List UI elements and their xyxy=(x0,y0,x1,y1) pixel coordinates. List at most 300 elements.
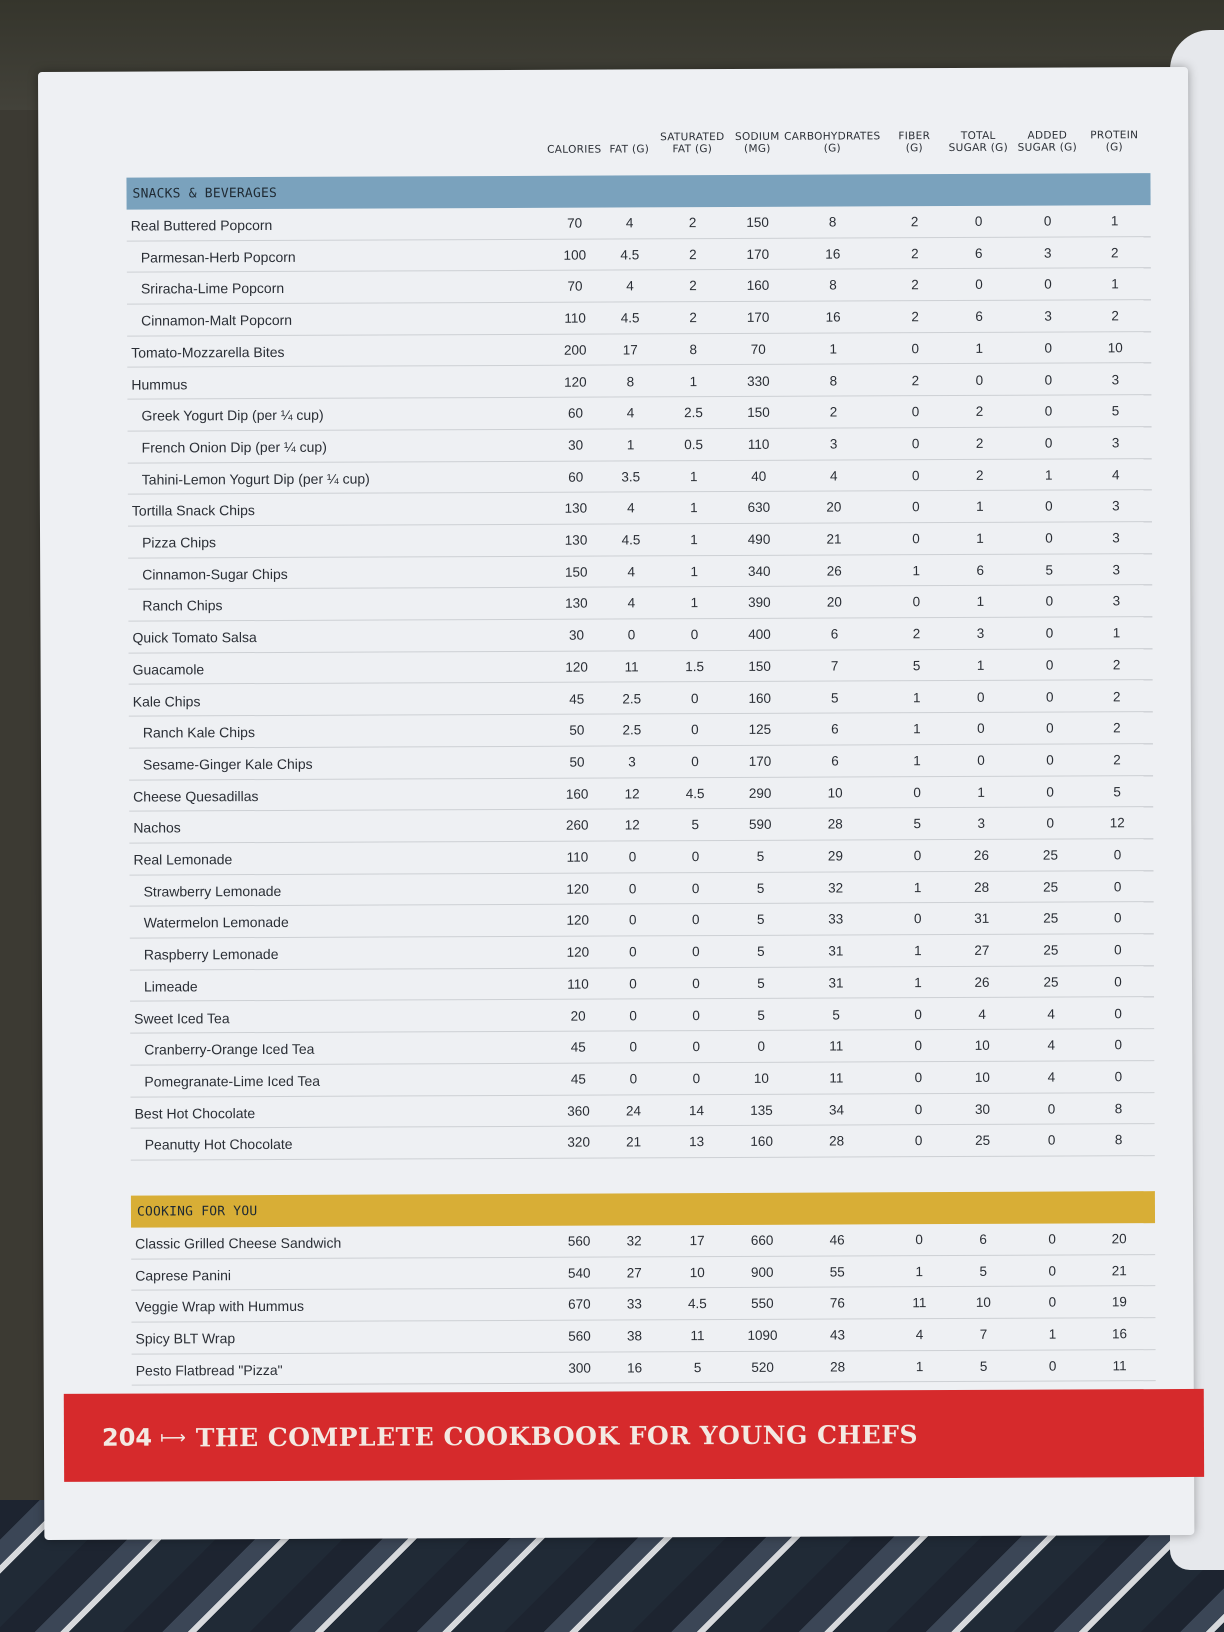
cell-added-sugar: 0 xyxy=(1046,720,1054,736)
cell-total-sugar: 7 xyxy=(979,1326,988,1342)
cell-protein: 1 xyxy=(1110,213,1119,229)
recipe-name: Cinnamon-Sugar Chips xyxy=(142,565,288,583)
cell-sodium: 135 xyxy=(750,1102,773,1118)
cell-fat: 4.5 xyxy=(621,532,641,548)
cell-saturated-fat: 1 xyxy=(690,532,698,548)
cell-calories: 30 xyxy=(568,437,584,453)
table-row xyxy=(131,1255,1155,1291)
cell-fiber: 11 xyxy=(912,1295,927,1311)
cell-calories: 130 xyxy=(564,500,588,517)
cell-sodium: 5 xyxy=(756,912,765,928)
cell-calories: 60 xyxy=(568,469,584,485)
cell-sodium: 5 xyxy=(756,880,765,896)
cell-sodium: 5 xyxy=(757,943,765,959)
cell-protein: 21 xyxy=(1111,1262,1127,1279)
cell-sodium: 630 xyxy=(747,500,771,516)
page-footer xyxy=(64,1389,1204,1482)
section-band-snacks-beverages: SNACKS & BEVERAGES xyxy=(126,173,1150,209)
cell-fat: 21 xyxy=(626,1134,642,1150)
cell-saturated-fat: 0 xyxy=(692,1007,700,1023)
table-row xyxy=(129,649,1153,685)
cell-saturated-fat: 0 xyxy=(692,975,700,991)
cell-fat: 0 xyxy=(628,849,637,865)
cell-sodium: 5 xyxy=(756,848,765,864)
recipe-name: French Onion Dip (per ¼ cup) xyxy=(141,438,327,456)
cell-protein: 8 xyxy=(1114,1100,1123,1116)
cell-total-sugar: 1 xyxy=(977,784,985,800)
table-row xyxy=(131,1287,1155,1323)
cell-fiber: 1 xyxy=(912,689,921,705)
cell-added-sugar: 0 xyxy=(1045,657,1054,673)
cell-fiber: 1 xyxy=(913,721,921,737)
cell-sodium: 5 xyxy=(757,975,765,991)
cell-fat: 3 xyxy=(628,754,636,770)
cell-fat: 17 xyxy=(622,342,638,358)
table-row xyxy=(128,522,1152,558)
cell-fat: 0 xyxy=(629,1007,637,1023)
cell-added-sugar: 25 xyxy=(1043,910,1059,927)
cell-protein: 12 xyxy=(1109,815,1125,831)
cell-carbohydrates: 76 xyxy=(829,1295,845,1311)
cell-sodium: 150 xyxy=(748,658,771,674)
table-row xyxy=(127,332,1151,368)
cell-fiber: 2 xyxy=(911,245,919,261)
cell-calories: 360 xyxy=(567,1103,590,1119)
cell-total-sugar: 31 xyxy=(974,911,990,927)
cell-carbohydrates: 1 xyxy=(829,341,838,357)
cell-total-sugar: 0 xyxy=(975,372,984,388)
cell-sodium: 170 xyxy=(746,246,770,262)
cell-sodium: 490 xyxy=(747,531,771,547)
cell-saturated-fat: 1 xyxy=(690,500,698,516)
cell-fiber: 0 xyxy=(913,848,922,864)
cell-carbohydrates: 16 xyxy=(825,309,841,325)
cell-added-sugar: 25 xyxy=(1042,847,1058,863)
cell-calories: 20 xyxy=(570,1008,586,1024)
cell-calories: 540 xyxy=(567,1265,591,1281)
cell-carbohydrates: 3 xyxy=(829,436,838,452)
cell-added-sugar: 25 xyxy=(1043,879,1059,895)
cell-fiber: 4 xyxy=(915,1327,924,1343)
recipe-name: Tortilla Snack Chips xyxy=(131,502,255,519)
cell-fiber: 2 xyxy=(911,309,919,325)
cell-added-sugar: 0 xyxy=(1043,213,1052,229)
cell-calories: 45 xyxy=(569,691,585,707)
cell-added-sugar: 1 xyxy=(1044,467,1053,483)
recipe-name: Pomegranate-Lime Iced Tea xyxy=(144,1072,321,1090)
cell-protein: 5 xyxy=(1113,783,1121,799)
cell-total-sugar: 1 xyxy=(976,657,985,673)
cell-added-sugar: 4 xyxy=(1047,1037,1056,1053)
cell-fiber: 2 xyxy=(911,372,920,388)
cell-total-sugar: 3 xyxy=(976,625,985,642)
cell-protein: 3 xyxy=(1112,530,1120,546)
cell-fiber: 5 xyxy=(912,657,921,673)
table-row xyxy=(127,269,1151,305)
cell-fiber: 1 xyxy=(914,943,922,959)
header-calories: CALORIES xyxy=(547,143,602,156)
cell-calories: 45 xyxy=(570,1039,586,1055)
recipe-name: Caprese Panini xyxy=(135,1266,232,1284)
header-added-sugar: ADDED SUGAR (G) xyxy=(1017,129,1078,154)
cell-total-sugar: 0 xyxy=(977,752,985,768)
cell-total-sugar: 0 xyxy=(977,721,985,737)
cell-calories: 120 xyxy=(566,944,590,960)
cell-fat: 0 xyxy=(628,881,637,897)
cell-total-sugar: 2 xyxy=(975,467,984,483)
cell-saturated-fat: 2.5 xyxy=(684,405,703,421)
cell-calories: 110 xyxy=(567,976,589,992)
recipe-name: Spicy BLT Wrap xyxy=(135,1330,236,1347)
cell-fat: 0 xyxy=(629,1039,638,1055)
cell-fiber: 0 xyxy=(915,1232,923,1248)
cell-fat: 4 xyxy=(626,405,635,421)
recipe-name: Sweet Iced Tea xyxy=(134,1009,230,1027)
cell-saturated-fat: 4.5 xyxy=(685,785,705,801)
cell-fiber: 1 xyxy=(915,1263,924,1279)
cell-total-sugar: 2 xyxy=(975,435,984,451)
cell-fiber: 1 xyxy=(915,1358,924,1374)
cell-total-sugar: 30 xyxy=(974,1101,991,1117)
recipe-name: Raspberry Lemonade xyxy=(143,946,279,963)
cell-carbohydrates: 31 xyxy=(828,943,844,959)
table-row xyxy=(128,427,1152,463)
cell-fat: 12 xyxy=(624,817,640,833)
table-row xyxy=(130,966,1154,1002)
recipe-name: Guacamole xyxy=(132,661,205,678)
cell-sodium: 520 xyxy=(751,1359,774,1375)
cell-saturated-fat: 14 xyxy=(688,1102,705,1118)
cell-calories: 110 xyxy=(564,310,586,326)
cell-total-sugar: 28 xyxy=(974,879,990,895)
cell-added-sugar: 3 xyxy=(1044,245,1052,261)
cell-carbohydrates: 8 xyxy=(829,277,837,293)
cell-fat: 32 xyxy=(626,1233,642,1249)
cell-fat: 4 xyxy=(625,215,634,231)
cell-carbohydrates: 8 xyxy=(829,373,838,389)
header-saturated-fat: SATURATED FAT (G) xyxy=(660,131,725,156)
cell-saturated-fat: 5 xyxy=(693,1359,702,1375)
cell-sodium: 170 xyxy=(746,309,770,326)
cell-sodium: 660 xyxy=(750,1232,774,1248)
recipe-name: Pesto Flatbread "Pizza" xyxy=(135,1361,283,1379)
cell-calories: 130 xyxy=(565,595,588,612)
cell-fiber: 0 xyxy=(912,531,920,547)
cell-total-sugar: 2 xyxy=(975,404,984,420)
cell-carbohydrates: 5 xyxy=(830,690,839,706)
cell-added-sugar: 0 xyxy=(1044,403,1053,419)
table-row xyxy=(129,839,1153,875)
cell-carbohydrates: 32 xyxy=(828,880,844,896)
recipe-name: Limeade xyxy=(143,978,198,995)
cell-fat: 4 xyxy=(627,595,636,611)
cell-total-sugar: 6 xyxy=(975,308,983,325)
recipe-name: Sesame-Ginger Kale Chips xyxy=(142,755,313,773)
recipe-name: Ranch Kale Chips xyxy=(142,724,255,741)
book-page xyxy=(38,67,1194,1540)
cell-protein: 0 xyxy=(1114,1037,1123,1053)
header-fiber: FIBER (G) xyxy=(898,130,931,155)
cell-saturated-fat: 10 xyxy=(689,1264,705,1280)
cell-calories: 60 xyxy=(567,405,584,421)
cell-calories: 120 xyxy=(565,659,588,675)
cell-protein: 3 xyxy=(1111,371,1120,387)
cell-calories: 30 xyxy=(568,627,585,643)
cell-added-sugar: 4 xyxy=(1047,1006,1055,1022)
cell-sodium: 160 xyxy=(746,278,770,294)
cell-calories: 120 xyxy=(566,912,590,929)
table-row xyxy=(131,1223,1155,1259)
recipe-name: Best Hot Chocolate xyxy=(134,1104,256,1122)
cell-sodium: 330 xyxy=(747,373,770,389)
cell-added-sugar: 0 xyxy=(1045,530,1053,546)
cell-carbohydrates: 20 xyxy=(826,499,842,515)
cell-protein: 2 xyxy=(1112,657,1121,673)
table-row xyxy=(132,1350,1156,1386)
cell-protein: 0 xyxy=(1113,910,1122,926)
cell-fat: 0 xyxy=(629,944,637,960)
table-row xyxy=(127,364,1151,400)
cell-fat: 3.5 xyxy=(621,468,641,485)
cell-protein: 3 xyxy=(1112,561,1120,578)
cell-protein: 0 xyxy=(1114,1005,1122,1021)
cell-fiber: 0 xyxy=(911,467,920,483)
cell-saturated-fat: 1 xyxy=(690,595,699,611)
cell-added-sugar: 0 xyxy=(1046,752,1054,768)
table-row xyxy=(129,807,1153,843)
table-row xyxy=(130,1029,1154,1065)
cell-carbohydrates: 11 xyxy=(829,1070,844,1086)
cell-carbohydrates: 28 xyxy=(827,816,843,832)
cell-sodium: 40 xyxy=(751,468,767,484)
cell-fat: 24 xyxy=(625,1102,642,1119)
cell-carbohydrates: 4 xyxy=(829,468,838,484)
cell-total-sugar: 26 xyxy=(973,847,989,863)
section-band-cooking-for-you: COOKING FOR YOU xyxy=(131,1191,1155,1227)
cell-carbohydrates: 21 xyxy=(826,531,842,547)
cell-total-sugar: 5 xyxy=(979,1263,988,1279)
cell-added-sugar: 0 xyxy=(1048,1294,1057,1310)
cell-fat: 0 xyxy=(629,1071,638,1087)
cell-fat: 4.5 xyxy=(620,310,640,326)
cell-sodium: 70 xyxy=(750,341,766,357)
cell-total-sugar: 4 xyxy=(978,1006,986,1022)
table-row xyxy=(131,1318,1155,1354)
recipe-name: Peanutty Hot Chocolate xyxy=(144,1136,293,1153)
cell-total-sugar: 26 xyxy=(974,974,990,990)
cell-fat: 2.5 xyxy=(622,690,642,706)
recipe-name: Ranch Chips xyxy=(142,597,223,614)
table-row xyxy=(127,205,1151,241)
cell-saturated-fat: 0 xyxy=(691,754,699,770)
cell-carbohydrates: 31 xyxy=(828,975,844,991)
header-carbohydrates: CARBOHYDRATES (G) xyxy=(784,130,881,155)
table-row xyxy=(130,871,1154,907)
cell-carbohydrates: 33 xyxy=(828,911,844,927)
cell-saturated-fat: 1 xyxy=(689,373,698,389)
cell-fat: 8 xyxy=(626,373,635,389)
table-row xyxy=(130,1093,1154,1129)
cell-sodium: 340 xyxy=(747,563,771,579)
table-row xyxy=(130,998,1154,1034)
cell-sodium: 160 xyxy=(750,1134,773,1150)
cell-total-sugar: 27 xyxy=(974,942,990,959)
cell-protein: 1 xyxy=(1112,625,1121,641)
cell-fiber: 0 xyxy=(912,499,920,515)
cell-added-sugar: 0 xyxy=(1044,276,1052,293)
cell-calories: 70 xyxy=(567,279,583,295)
recipe-name: Greek Yogurt Dip (per ¼ cup) xyxy=(141,406,324,424)
cell-protein: 10 xyxy=(1107,340,1123,356)
cell-sodium: 400 xyxy=(748,626,771,643)
cell-protein: 2 xyxy=(1111,308,1119,324)
cell-carbohydrates: 28 xyxy=(829,1133,845,1149)
cell-protein: 0 xyxy=(1114,974,1122,990)
cell-added-sugar: 0 xyxy=(1046,784,1054,800)
table-row xyxy=(130,934,1154,970)
cell-sodium: 160 xyxy=(748,690,772,706)
recipe-name: Real Lemonade xyxy=(133,851,233,868)
cell-fat: 0 xyxy=(629,976,637,992)
cell-total-sugar: 1 xyxy=(976,530,984,546)
recipe-name: Pizza Chips xyxy=(142,534,217,551)
cell-carbohydrates: 26 xyxy=(826,563,842,579)
table-row xyxy=(128,554,1152,590)
cell-total-sugar: 3 xyxy=(977,816,986,832)
cell-total-sugar: 6 xyxy=(975,245,983,261)
cell-fat: 4 xyxy=(626,278,634,294)
cell-saturated-fat: 0 xyxy=(691,722,699,738)
cell-carbohydrates: 46 xyxy=(829,1232,845,1248)
cell-sodium: 5 xyxy=(757,1007,765,1023)
cell-saturated-fat: 0 xyxy=(692,944,700,960)
cell-sodium: 110 xyxy=(747,436,770,452)
recipe-name: Cinnamon-Malt Popcorn xyxy=(141,311,293,329)
cell-protein: 3 xyxy=(1111,435,1120,451)
cell-fat: 12 xyxy=(624,785,640,802)
recipe-name: Kale Chips xyxy=(132,692,201,710)
page-number: 204 xyxy=(101,1423,153,1452)
recipe-name: Strawberry Lemonade xyxy=(143,882,282,900)
recipe-name: Watermelon Lemonade xyxy=(143,914,289,931)
cell-fiber: 2 xyxy=(911,277,919,293)
cell-total-sugar: 6 xyxy=(976,562,984,578)
table-row xyxy=(129,776,1153,812)
table-row xyxy=(130,1061,1154,1097)
cell-fat: 27 xyxy=(626,1265,642,1281)
cell-added-sugar: 0 xyxy=(1045,625,1054,641)
cell-calories: 160 xyxy=(565,786,589,802)
cell-added-sugar: 0 xyxy=(1046,815,1055,831)
cell-sodium: 125 xyxy=(748,721,772,738)
cell-protein: 2 xyxy=(1113,752,1121,768)
cell-protein: 1 xyxy=(1111,276,1119,292)
cell-fiber: 0 xyxy=(913,784,921,800)
cell-carbohydrates: 10 xyxy=(827,785,843,801)
cell-added-sugar: 5 xyxy=(1045,562,1053,578)
cell-saturated-fat: 0 xyxy=(692,1039,701,1055)
cell-carbohydrates: 11 xyxy=(829,1038,844,1054)
recipe-name: Real Buttered Popcorn xyxy=(130,216,273,234)
cell-fat: 4 xyxy=(627,564,635,580)
cell-total-sugar: 10 xyxy=(974,1038,990,1054)
recipe-name: Sriracha-Lime Popcorn xyxy=(140,280,285,297)
cell-saturated-fat: 1 xyxy=(689,468,698,484)
cell-fiber: 0 xyxy=(914,1006,922,1022)
cell-fiber: 0 xyxy=(912,594,921,610)
cell-protein: 0 xyxy=(1114,942,1122,958)
cell-carbohydrates: 34 xyxy=(828,1102,845,1118)
cell-saturated-fat: 0 xyxy=(691,912,700,928)
header-protein: PROTEIN (G) xyxy=(1090,129,1139,154)
cell-carbohydrates: 43 xyxy=(829,1327,846,1343)
cell-sodium: 150 xyxy=(747,404,770,421)
cell-fiber: 0 xyxy=(913,911,922,927)
cell-sodium: 1090 xyxy=(747,1327,778,1344)
cell-total-sugar: 10 xyxy=(975,1295,991,1311)
cell-total-sugar: 1 xyxy=(976,499,984,515)
cell-calories: 150 xyxy=(564,564,588,580)
cell-fiber: 0 xyxy=(911,436,920,452)
cell-protein: 0 xyxy=(1114,1069,1123,1085)
cell-added-sugar: 0 xyxy=(1047,1132,1056,1148)
cell-carbohydrates: 16 xyxy=(825,246,841,262)
cell-carbohydrates: 20 xyxy=(826,594,842,610)
cell-saturated-fat: 2 xyxy=(689,246,697,262)
cell-protein: 3 xyxy=(1112,498,1120,514)
cell-fiber: 2 xyxy=(912,626,921,642)
cell-calories: 120 xyxy=(566,881,589,897)
cell-added-sugar: 0 xyxy=(1044,340,1053,356)
cell-saturated-fat: 1 xyxy=(690,563,698,579)
cell-calories: 100 xyxy=(563,247,587,263)
cell-protein: 2 xyxy=(1113,720,1121,736)
cell-protein: 0 xyxy=(1113,878,1122,895)
cell-carbohydrates: 6 xyxy=(831,753,839,769)
recipe-name: Parmesan-Herb Popcorn xyxy=(140,248,296,266)
recipe-name: Tomato-Mozzarella Bites xyxy=(131,343,285,361)
cell-protein: 3 xyxy=(1112,593,1121,609)
cell-saturated-fat: 8 xyxy=(689,341,698,357)
cell-added-sugar: 1 xyxy=(1048,1326,1057,1342)
cell-saturated-fat: 4.5 xyxy=(687,1296,707,1312)
cell-saturated-fat: 17 xyxy=(689,1233,705,1249)
cell-calories: 200 xyxy=(563,342,587,358)
cell-fiber: 1 xyxy=(913,879,922,895)
cell-added-sugar: 0 xyxy=(1048,1358,1057,1374)
table-row xyxy=(128,617,1152,653)
table-row xyxy=(128,459,1152,495)
cell-fat: 33 xyxy=(626,1296,642,1312)
cell-carbohydrates: 55 xyxy=(829,1264,845,1280)
cell-added-sugar: 0 xyxy=(1044,435,1053,451)
cell-added-sugar: 0 xyxy=(1045,593,1054,609)
cell-calories: 45 xyxy=(570,1071,586,1087)
cell-fat: 0 xyxy=(627,627,636,643)
cell-saturated-fat: 2 xyxy=(689,310,697,326)
cell-saturated-fat: 2 xyxy=(689,278,697,294)
cell-fiber: 0 xyxy=(914,1133,923,1149)
cell-sodium: 170 xyxy=(748,753,772,769)
cell-fiber: 1 xyxy=(913,753,921,769)
cell-protein: 16 xyxy=(1111,1326,1128,1342)
cell-protein: 5 xyxy=(1111,403,1120,419)
recipe-name: Nachos xyxy=(133,819,181,836)
cell-protein: 11 xyxy=(1112,1358,1127,1374)
cell-fat: 4.5 xyxy=(620,247,640,263)
cell-protein: 8 xyxy=(1114,1132,1123,1148)
cell-sodium: 10 xyxy=(753,1070,769,1086)
